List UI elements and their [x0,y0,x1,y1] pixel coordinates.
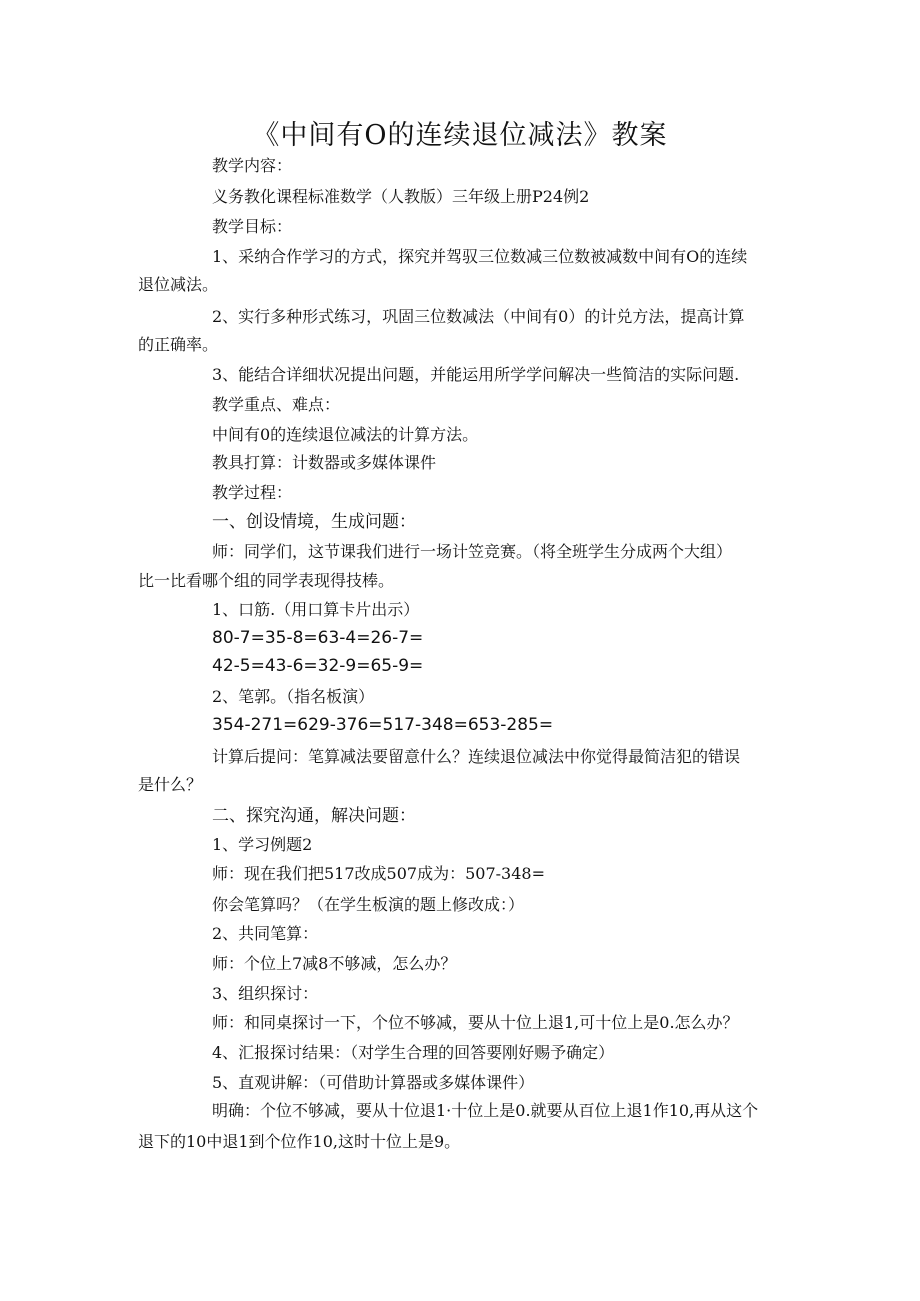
section-label-content: 教学内容： [212,156,293,175]
textbook-reference: 义务教化课程标准数学（人教版）三年级上册P24例2 [212,187,590,206]
oral-calc-row-1: 80-7=35-8=63-4=26-7= [212,628,424,648]
goal-1-line-2: 退位减法。 [138,275,219,294]
section-label-process: 教学过程： [212,483,293,502]
written-calc-label: 2、笔郭。（指名板演） [212,687,375,706]
oral-calc-row-2: 42-5=43-6=32-9=65-9= [212,656,424,676]
oral-calc-label: 1、口筋.（用口算卡片出示） [212,600,420,619]
heading-part-1: 一、创设情境，生成问题： [212,512,416,532]
goal-3: 3、能结合详细状况提出问题，并能运用所学学问解决一些简洁的实际问题. [212,365,740,384]
intuitive-explain-label: 5、直观讲解：（可借助计算器或多媒体课件） [212,1073,535,1092]
report-label: 4、汇报探讨结果：（对学生合理的回答要刚好赐予确定） [212,1043,615,1062]
goal-2-line-1: 2、实行多种形式练习，巩固三位数减法（中间有0）的计兑方法，提高计算 [212,307,745,326]
question-line-1: 计算后提问：笔算减法要留意什么？连续退位减法中你觉得最简洁犯的错误 [212,747,741,766]
teacher-example: 师：现在我们把517改成507成为：507-348= [212,864,545,883]
teacher-intro-line-1: 师：同学们，这节课我们进行一场计笠竞赛。（将全班学生分成两个大组） [212,542,733,561]
clarify-line-1: 明确：个位不够减，要从十位退1·十位上是0.就要从百位上退1作10,再从这个 [212,1101,759,1120]
goal-1-line-1: 1、采纳合作学习的方式，探究并驾驭三位数减三位数被减数中间有O的连续 [212,247,748,266]
teaching-aids: 教具打算：计数器或多媒体课件 [212,453,437,472]
section-label-goals: 教学目标： [212,217,293,236]
written-calc-problems: 354-271=629-376=517-348=653-285= [212,715,554,735]
clarify-line-2: 退下的10中退1到个位作10,这时十位上是9。 [138,1132,461,1151]
teacher-question: 你会笔算吗？（在学生板演的题上修改成：） [212,895,525,914]
teacher-ones-digit: 师：个位上7减8不够减，怎么办？ [212,954,457,973]
teacher-discussion: 师：和同桌探讨一下，个位不够减，要从十位上退1,可十位上是0.怎么办？ [212,1013,739,1032]
goal-2-line-2: 的正确率。 [138,335,219,354]
document-title: 《中间有O的连续退位减法》教案 [252,120,668,151]
heading-part-2: 二、探究沟通，解决问题： [212,806,416,826]
question-line-2: 是什么？ [138,775,203,794]
section-label-key-points: 教学重点、难点： [212,395,341,414]
discussion-label: 3、组织探讨： [212,984,319,1003]
joint-calc-label: 2、共同笔算： [212,924,319,943]
example-label: 1、学习例题2 [212,835,313,854]
teacher-intro-line-2: 比一比看哪个组的同学表现得技棒。 [138,571,395,590]
key-points-text: 中间有0的连续退位减法的计算方法。 [212,425,479,444]
